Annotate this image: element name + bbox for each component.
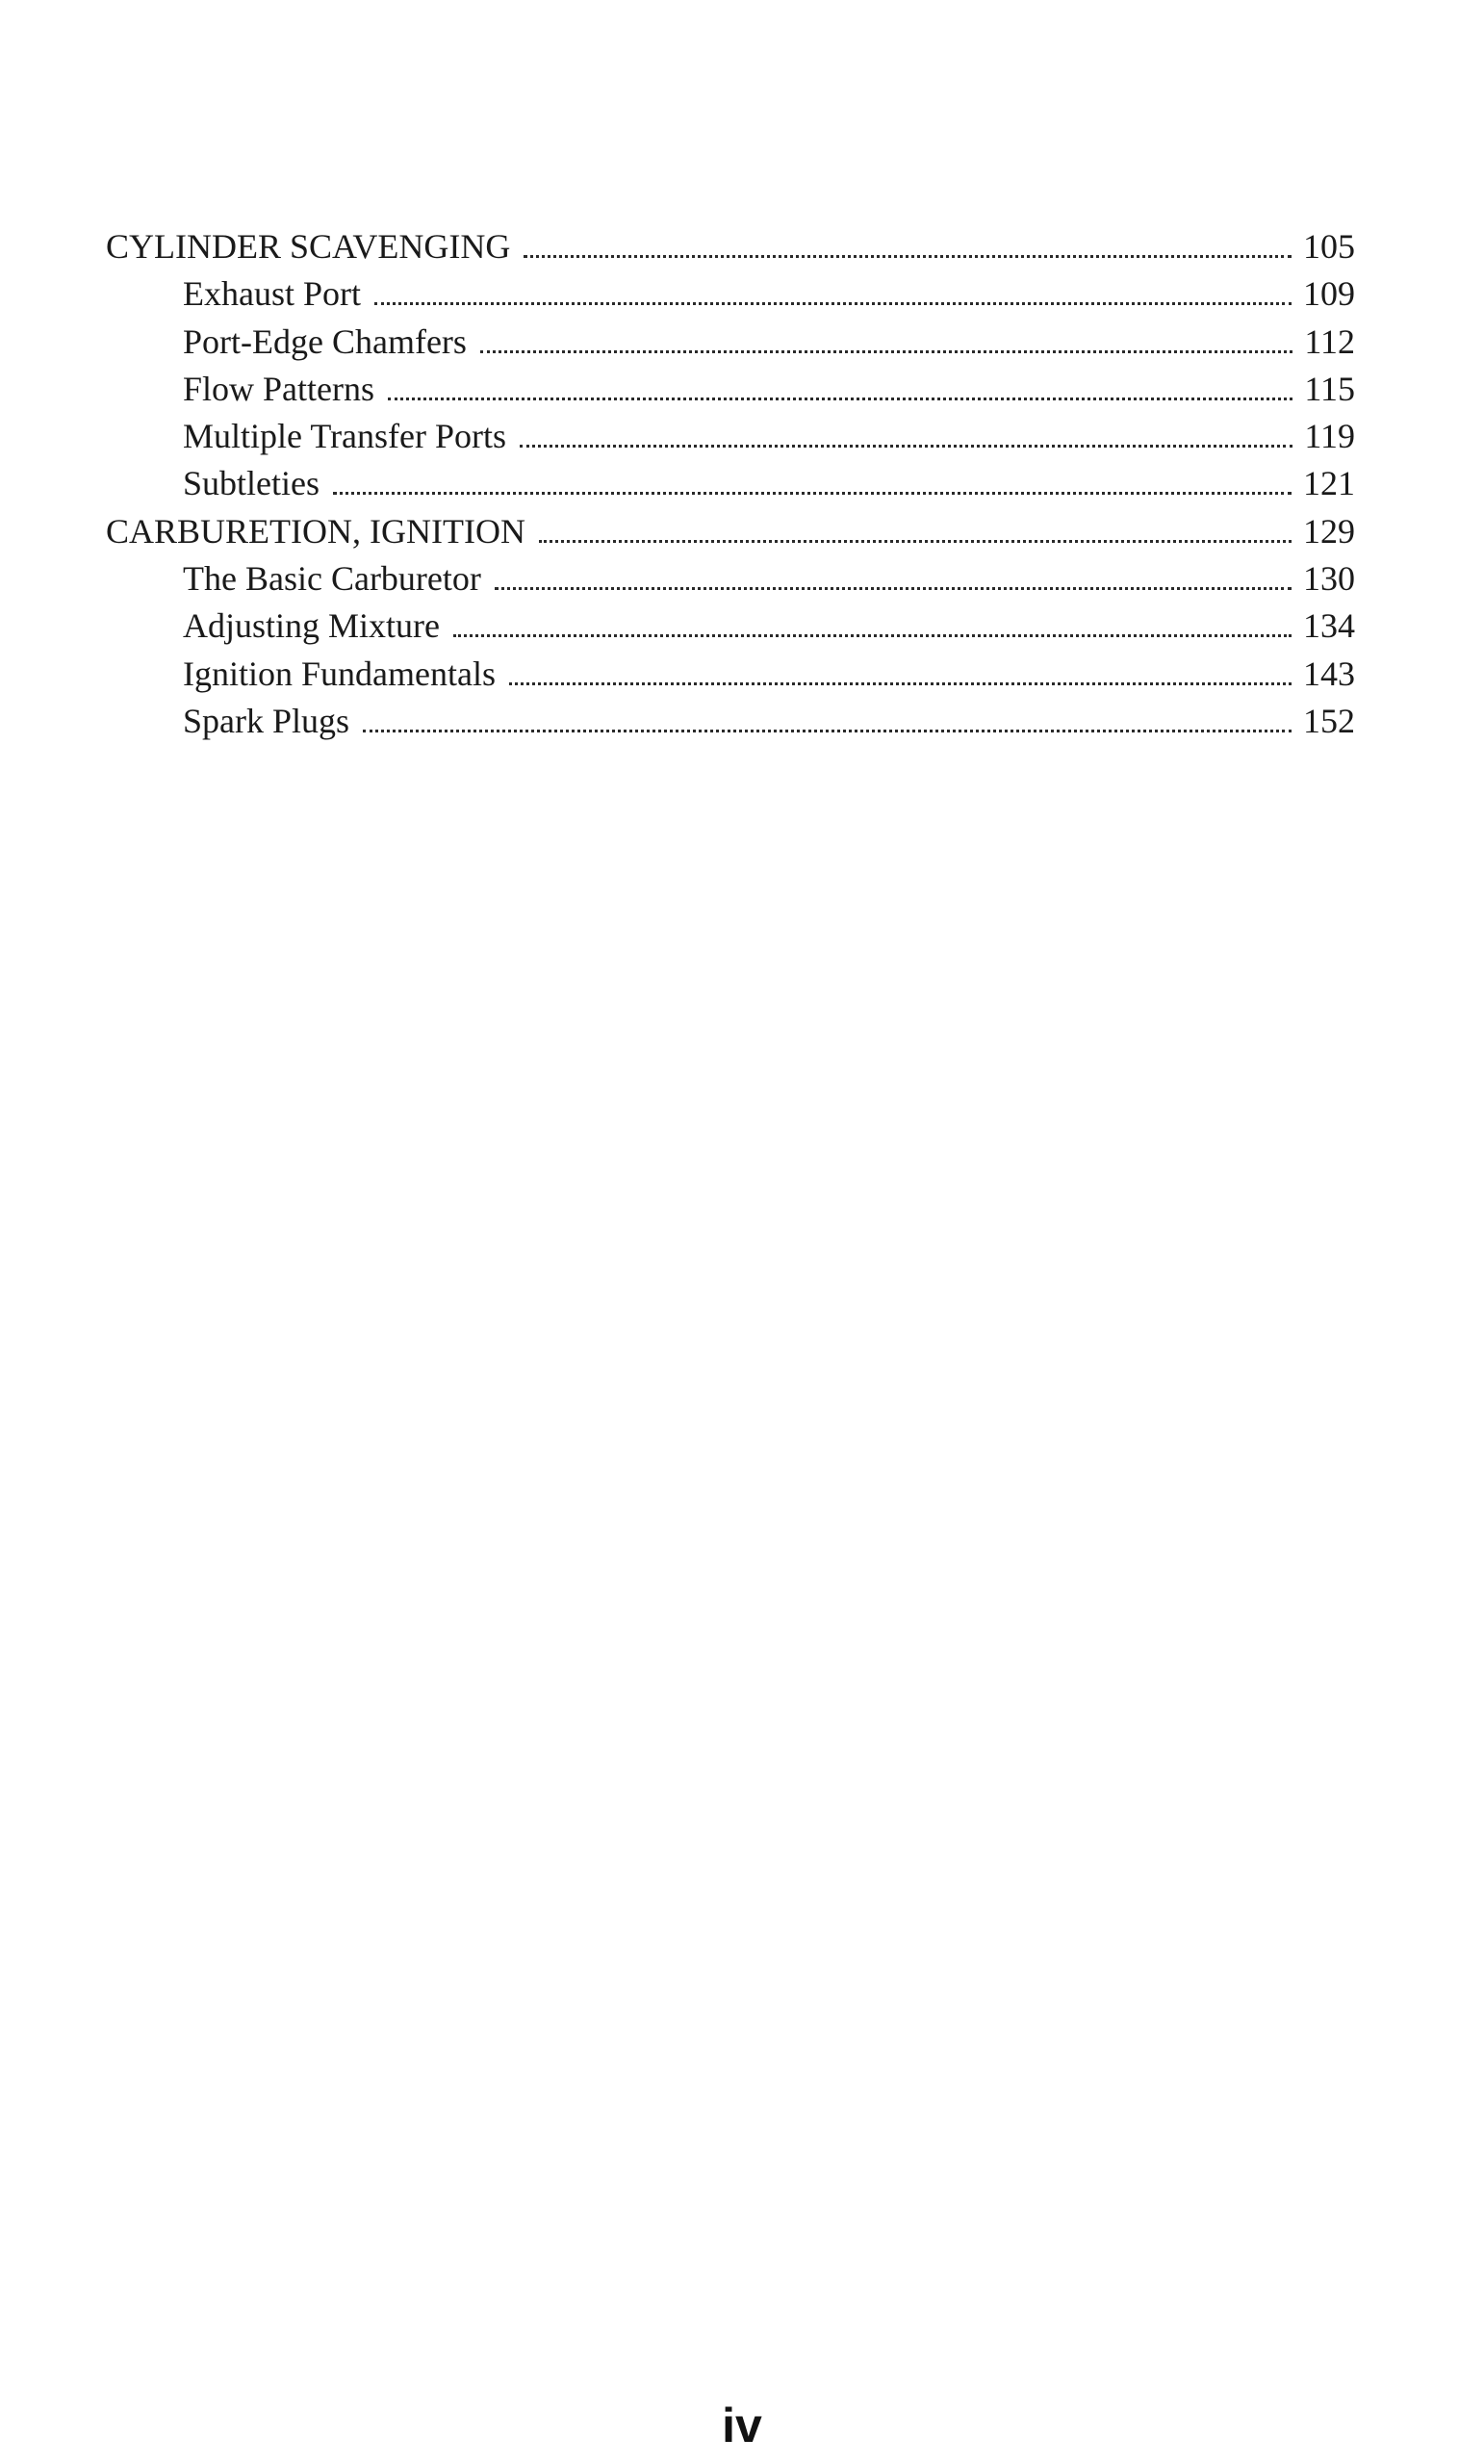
toc-page-number: 130: [1303, 559, 1355, 599]
dot-leader: [524, 255, 1292, 258]
toc-section-flow-patterns: [106, 366, 1355, 413]
toc-page-number: 129: [1303, 511, 1355, 551]
toc-chapter-cylinder-scavenging: [106, 223, 1355, 270]
dot-leader: [480, 350, 1292, 353]
table-of-contents: [106, 223, 1355, 745]
toc-entry-title: CYLINDER SCAVENGING: [106, 227, 511, 266]
toc-entry-title: The Basic Carburetor: [183, 559, 481, 599]
dot-leader: [388, 398, 1292, 400]
toc-section-multiple-transfer-ports: [106, 413, 1355, 460]
toc-chapter-carburetion-ignition: [106, 508, 1355, 555]
dot-leader: [520, 445, 1292, 448]
toc-entry-title: Multiple Transfer Ports: [183, 417, 507, 456]
toc-entry-title: Spark Plugs: [183, 701, 350, 740]
toc-section-ignition-fundamentals: [106, 651, 1355, 698]
dot-leader: [539, 540, 1292, 543]
toc-section-port-edge-chamfers: [106, 319, 1355, 366]
toc-entry-title: CARBURETION, IGNITION: [106, 511, 525, 551]
dot-leader: [374, 302, 1292, 305]
toc-page-number: 119: [1304, 417, 1355, 456]
toc-section-spark-plugs: [106, 698, 1355, 745]
toc-section-adjusting-mixture: [106, 603, 1355, 650]
toc-entry-title: Port-Edge Chamfers: [183, 321, 467, 361]
toc-section-exhaust-port: [106, 270, 1355, 318]
toc-page-number: 134: [1303, 606, 1355, 646]
toc-page-number: 121: [1303, 464, 1355, 503]
toc-entry-title: Subtleties: [183, 464, 320, 503]
toc-section-basic-carburetor: [106, 555, 1355, 603]
toc-entry-title: Exhaust Port: [183, 274, 361, 314]
dot-leader: [363, 730, 1292, 732]
toc-entry-title: Adjusting Mixture: [183, 606, 440, 646]
toc-page-number: 115: [1304, 369, 1355, 408]
toc-entry-title: Flow Patterns: [183, 369, 375, 408]
toc-page-number: 112: [1304, 321, 1355, 361]
dot-leader: [333, 492, 1292, 495]
toc-page-number: 105: [1303, 227, 1355, 266]
dot-leader: [453, 634, 1292, 637]
toc-page-number: 109: [1303, 274, 1355, 314]
page-folio: iv: [722, 2399, 762, 2452]
toc-page-number: 143: [1303, 654, 1355, 693]
toc-section-subtleties: [106, 460, 1355, 507]
toc-page-number: 152: [1303, 701, 1355, 740]
toc-entry-title: Ignition Fundamentals: [183, 654, 496, 693]
dot-leader: [509, 682, 1292, 685]
dot-leader: [495, 587, 1292, 590]
